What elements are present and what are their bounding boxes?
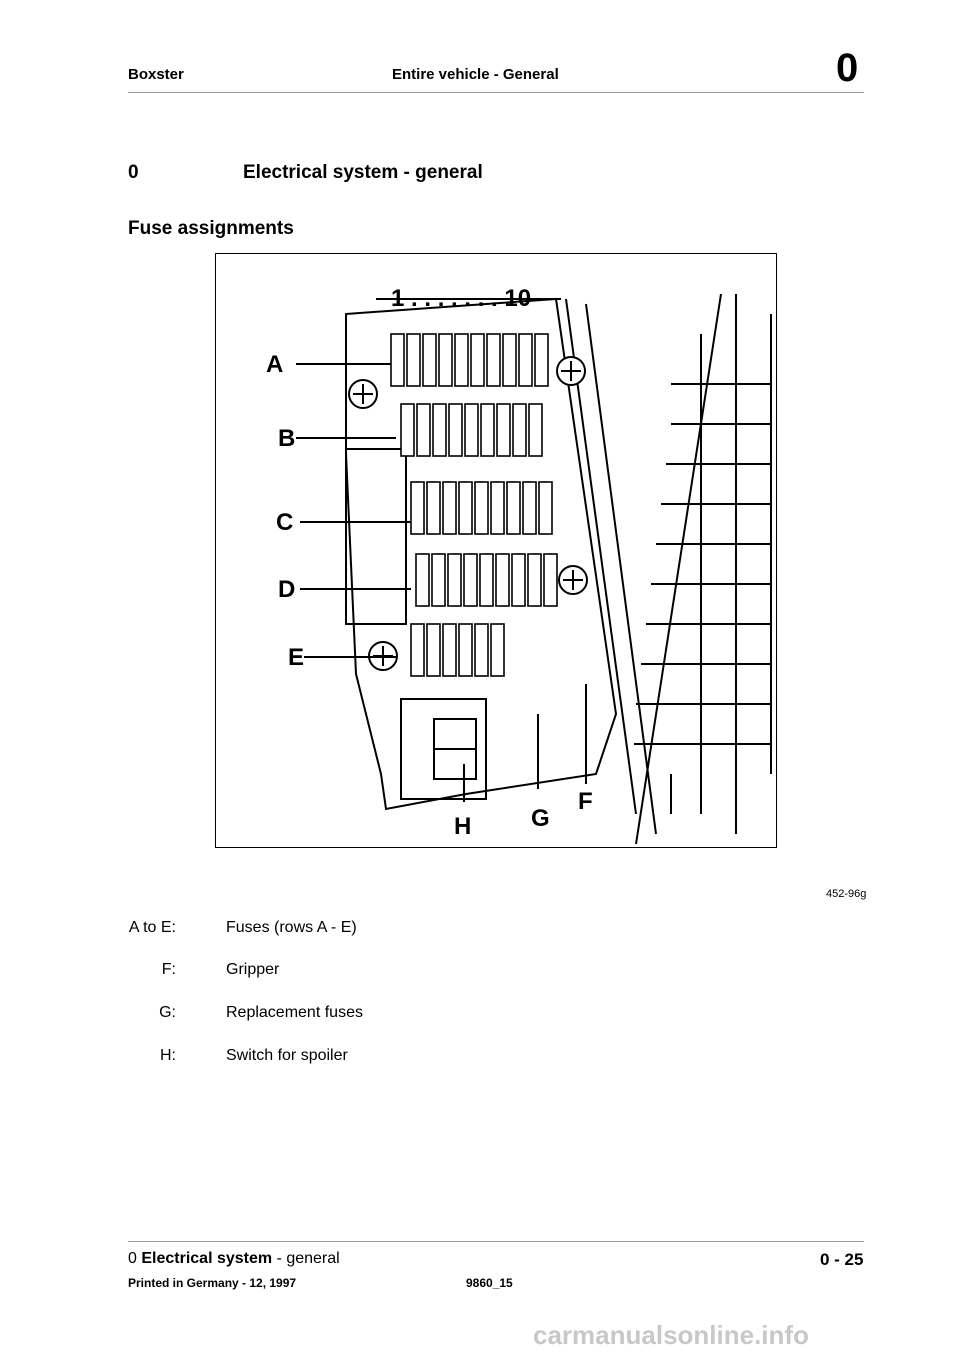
fuse-block — [407, 334, 420, 386]
legend-key-f: F: — [161, 961, 176, 978]
fuse-block — [487, 334, 500, 386]
fuse-block — [449, 404, 462, 456]
fuse-block — [513, 404, 526, 456]
legend-key-a-to-e: A to E: — [128, 919, 176, 936]
fuse-block — [427, 624, 440, 676]
label-gripper-f: F — [578, 788, 593, 815]
section-title: Electrical system - general — [243, 162, 483, 183]
fuse-block — [475, 482, 488, 534]
label-row-b: B — [278, 425, 296, 452]
fuse-block — [491, 482, 504, 534]
fuse-block — [417, 404, 430, 456]
label-spoiler-switch-h: H — [454, 813, 472, 840]
footer-divider — [128, 1241, 864, 1242]
fuse-block — [497, 404, 510, 456]
fuse-block — [539, 482, 552, 534]
legend-value-spoiler-switch: Switch for spoiler — [226, 1047, 348, 1064]
fuse-block — [480, 554, 493, 606]
fuse-block — [455, 334, 468, 386]
fuse-block — [496, 554, 509, 606]
header-section: Entire vehicle - General — [392, 66, 559, 83]
fuse-block — [411, 482, 424, 534]
fuse-block — [507, 482, 520, 534]
legend-value-fuses: Fuses (rows A - E) — [226, 919, 357, 936]
label-positions-1-10: 1 . . . . . . . 10 — [391, 285, 532, 312]
fuse-block — [481, 404, 494, 456]
fuse-block — [448, 554, 461, 606]
label-row-d: D — [278, 576, 296, 603]
fuse-block — [465, 404, 478, 456]
fuse-block — [416, 554, 429, 606]
fuse-block — [528, 554, 541, 606]
header-model: Boxster — [128, 66, 184, 83]
fuse-block — [433, 404, 446, 456]
page-subtitle: Fuse assignments — [128, 218, 294, 239]
fuse-block — [544, 554, 557, 606]
fuse-block — [443, 482, 456, 534]
footer-printed-note: Printed in Germany - 12, 1997 — [128, 1276, 297, 1290]
watermark: carmanualsonline.info — [533, 1320, 809, 1350]
fuse-block — [411, 624, 424, 676]
fuse-block — [475, 624, 488, 676]
label-row-a: A — [266, 351, 284, 378]
fuse-block — [459, 482, 472, 534]
fuse-block — [423, 334, 436, 386]
fuse-block — [519, 334, 532, 386]
fuse-block — [439, 334, 452, 386]
legend-key-h: H: — [160, 1047, 176, 1064]
fuse-block — [432, 554, 445, 606]
fuse-block — [464, 554, 477, 606]
footer-document-id: 9860_15 — [466, 1276, 513, 1290]
label-row-c: C — [276, 509, 294, 536]
fuse-box-figure — [215, 253, 777, 848]
fuse-block — [471, 334, 484, 386]
fuse-block — [523, 482, 536, 534]
fuse-block — [427, 482, 440, 534]
legend-value-replacement-fuses: Replacement fuses — [226, 1004, 363, 1021]
fuse-block — [491, 624, 504, 676]
label-replacement-fuses-g: G — [531, 805, 550, 832]
fuse-block — [391, 334, 404, 386]
fuse-block — [529, 404, 542, 456]
fuse-block — [459, 624, 472, 676]
legend-key-g: G: — [159, 1004, 176, 1021]
legend-value-gripper: Gripper — [226, 961, 280, 978]
header-divider — [128, 92, 864, 93]
label-row-e: E — [288, 644, 305, 671]
fuse-block — [503, 334, 516, 386]
footer-page-number: 0 - 25 — [820, 1250, 864, 1269]
fuse-block — [535, 334, 548, 386]
fuse-block — [443, 624, 456, 676]
figure-reference: 452-96g — [826, 888, 867, 900]
fuse-box-illustration — [216, 254, 778, 849]
fuse-block — [401, 404, 414, 456]
fuse-block — [512, 554, 525, 606]
footer-chapter-title: 0 Electrical system - general — [128, 1250, 340, 1267]
section-number: 0 — [128, 162, 139, 183]
header-chapter-number: 0 — [836, 46, 859, 90]
